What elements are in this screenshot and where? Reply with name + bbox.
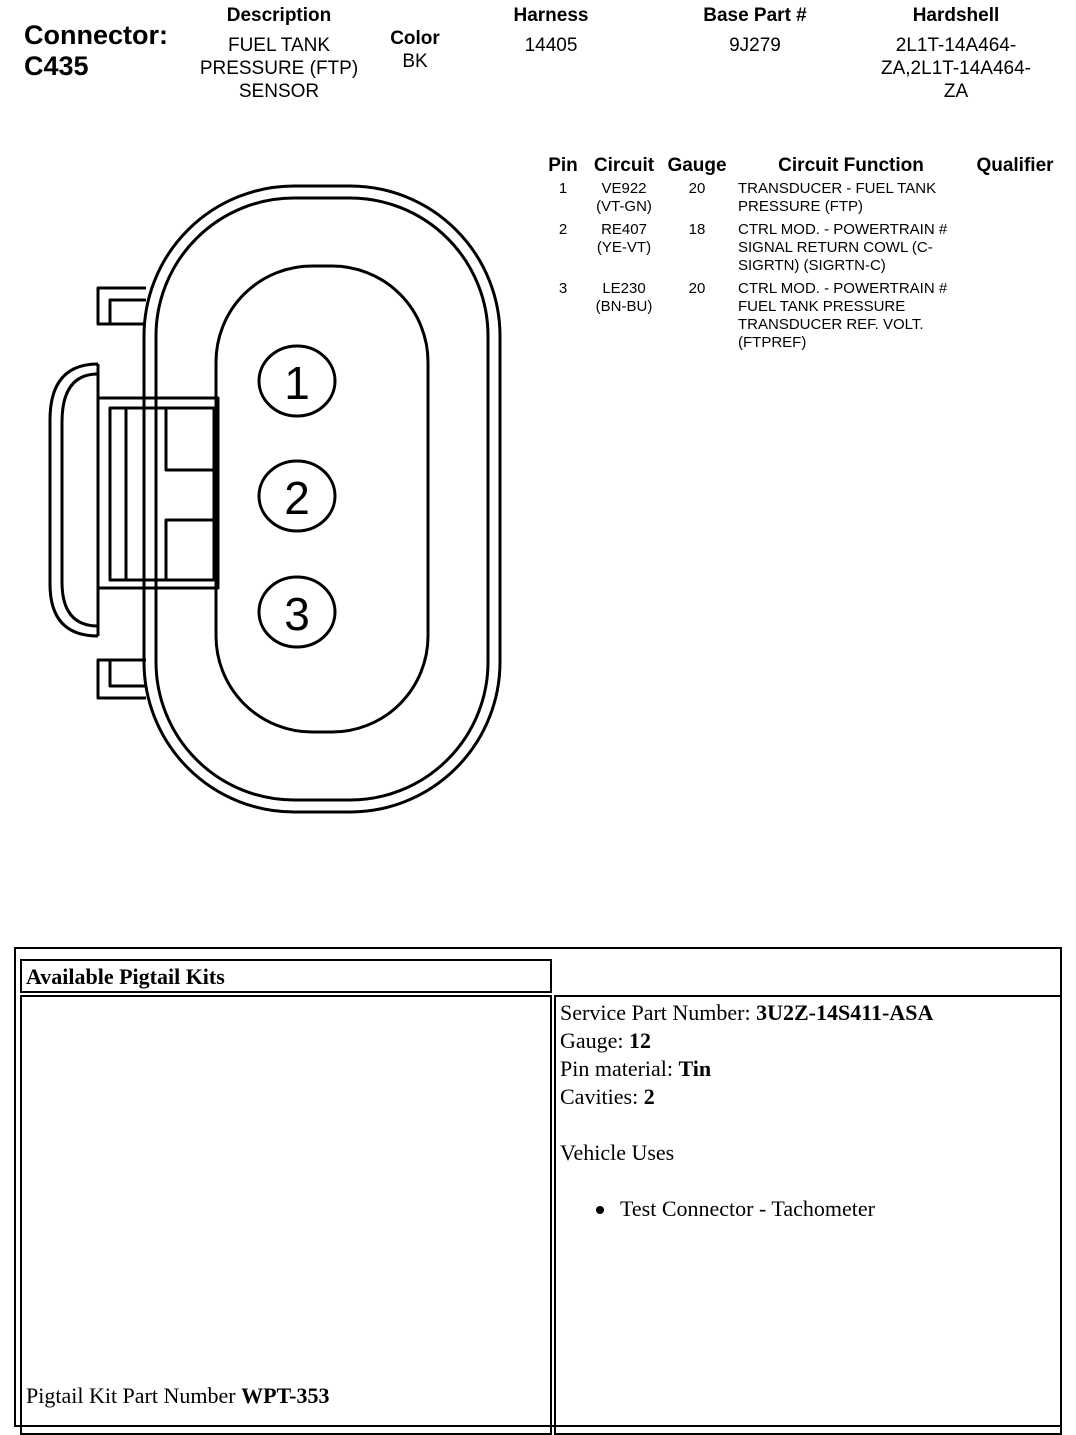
service-part-row <box>560 999 1060 1027</box>
function-line: CTRL MOD. - POWERTRAIN # <box>738 221 948 238</box>
function-line: FUEL TANK PRESSURE <box>738 298 906 315</box>
service-part-value: 3U2Z-14S411-ASA <box>756 1000 934 1025</box>
hardshell-line: 2L1T-14A464- <box>895 35 1017 56</box>
latch-notch-lower <box>166 520 216 580</box>
pigtail-header: Available Pigtail Kits <box>20 959 552 993</box>
qualifier-cell <box>970 221 1060 280</box>
pin-number: 1 <box>558 180 568 197</box>
gauge-cell: 18 <box>688 221 706 238</box>
locking-rib-outer <box>50 364 98 636</box>
vehicle-use: Test Connector - Tachometer <box>620 1196 875 1221</box>
locking-rib-inner <box>62 374 98 626</box>
gauge-row <box>560 1027 1060 1055</box>
color-column <box>378 27 452 73</box>
gauge-value: 12 <box>629 1028 652 1053</box>
table-row <box>540 280 1060 357</box>
circuit-code: VE922 <box>601 180 647 197</box>
circuit-code: LE230 <box>602 280 646 297</box>
pin-3 <box>259 577 335 647</box>
lower-latch-tab-inner <box>110 660 146 686</box>
connector-face-diagram <box>40 180 510 820</box>
pigtail-kit-number <box>26 1383 330 1409</box>
upper-latch-tab-inner <box>110 300 146 324</box>
function-line: TRANSDUCER - FUEL TANK <box>738 180 937 197</box>
connector-label: Connector: <box>24 20 168 50</box>
circuit-cell <box>586 280 662 357</box>
pin-2 <box>259 461 335 531</box>
cavities-row <box>560 1083 1060 1111</box>
header-gauge: Gauge <box>667 155 727 176</box>
pin-label: 2 <box>284 472 310 524</box>
header-circuit: Circuit <box>593 155 655 176</box>
housing-outline <box>144 186 500 812</box>
color-label: Color <box>390 28 440 49</box>
pin-material-label: Pin material: <box>560 1056 674 1081</box>
service-part-label: Service Part Number: <box>560 1000 751 1025</box>
hardshell-line: ZA,2L1T-14A464- <box>881 58 1031 79</box>
description-line: SENSOR <box>238 81 320 102</box>
cavities-label: Cavities: <box>560 1084 639 1109</box>
header-circuit-function: Circuit Function <box>778 155 924 176</box>
pigtail-kits-section <box>14 947 1062 1427</box>
latch-notch-upper <box>166 408 216 470</box>
function-line: PRESSURE (FTP) <box>738 198 864 215</box>
description-line: FUEL TANK <box>227 35 331 56</box>
function-cell <box>732 280 970 357</box>
base-part-column <box>682 4 828 57</box>
pigtail-left-panel <box>20 995 552 1435</box>
gauge-cell: 20 <box>688 180 706 197</box>
hardshell-label: Hardshell <box>912 5 1000 26</box>
pin-cavity <box>216 266 428 732</box>
description-column <box>186 4 372 103</box>
list-item <box>620 1195 1060 1223</box>
bullet-icon <box>596 1206 604 1214</box>
function-cell <box>732 180 970 221</box>
circuit-code: RE407 <box>601 221 647 238</box>
table-row <box>540 180 1060 221</box>
circuit-color: (BN-BU) <box>595 298 653 315</box>
pin-label: 1 <box>284 357 310 409</box>
upper-latch-tab <box>98 288 146 324</box>
base-part-value: 9J279 <box>729 35 781 56</box>
gauge-label: Gauge: <box>560 1028 624 1053</box>
circuit-color: (VT-GN) <box>596 198 652 215</box>
color-value: BK <box>402 51 428 72</box>
vehicle-uses-label: Vehicle Uses <box>560 1140 675 1165</box>
header-pin: Pin <box>548 155 578 176</box>
circuit-cell <box>586 221 662 280</box>
latch-body <box>98 398 218 588</box>
pin-label: 3 <box>284 588 310 640</box>
connector-title <box>24 20 168 82</box>
harness-label: Harness <box>513 5 589 26</box>
pin-number: 2 <box>558 221 568 238</box>
kit-label: Pigtail Kit Part Number <box>26 1383 236 1408</box>
pin-material-value: Tin <box>678 1056 712 1081</box>
function-line: SIGRTN) (SIGRTN-C) <box>738 257 886 274</box>
qualifier-cell <box>970 180 1060 221</box>
circuit-cell <box>586 180 662 221</box>
gauge-cell: 20 <box>688 280 706 297</box>
function-line: CTRL MOD. - POWERTRAIN # <box>738 280 948 297</box>
description-line: PRESSURE (FTP) <box>199 58 359 79</box>
base-part-label: Base Part # <box>703 5 807 26</box>
pin-material-row <box>560 1055 1060 1083</box>
pin-number: 3 <box>558 280 568 297</box>
pigtail-details-panel <box>554 995 1062 1435</box>
pin-1 <box>259 346 335 416</box>
cavities-value: 2 <box>643 1084 655 1109</box>
harness-column <box>492 4 610 57</box>
lower-latch-tab <box>98 660 146 698</box>
pin-table <box>540 152 1060 357</box>
hardshell-column <box>862 4 1050 103</box>
description-label: Description <box>226 5 332 26</box>
function-cell <box>732 221 970 280</box>
harness-value: 14405 <box>524 35 578 56</box>
pin-table-header <box>540 152 1060 180</box>
qualifier-cell <box>970 280 1060 357</box>
header-qualifier: Qualifier <box>976 155 1054 176</box>
vehicle-uses-list <box>560 1195 1060 1223</box>
function-line: TRANSDUCER REF. VOLT. <box>738 316 924 333</box>
housing-inner-outline <box>156 198 488 800</box>
function-line: (FTPREF) <box>738 334 807 351</box>
function-line: SIGNAL RETURN COWL (C- <box>738 239 933 256</box>
table-row <box>540 221 1060 280</box>
circuit-color: (YE-VT) <box>596 239 652 256</box>
connector-id: C435 <box>24 51 89 81</box>
kit-value: WPT-353 <box>241 1383 330 1408</box>
hardshell-line: ZA <box>943 81 969 102</box>
